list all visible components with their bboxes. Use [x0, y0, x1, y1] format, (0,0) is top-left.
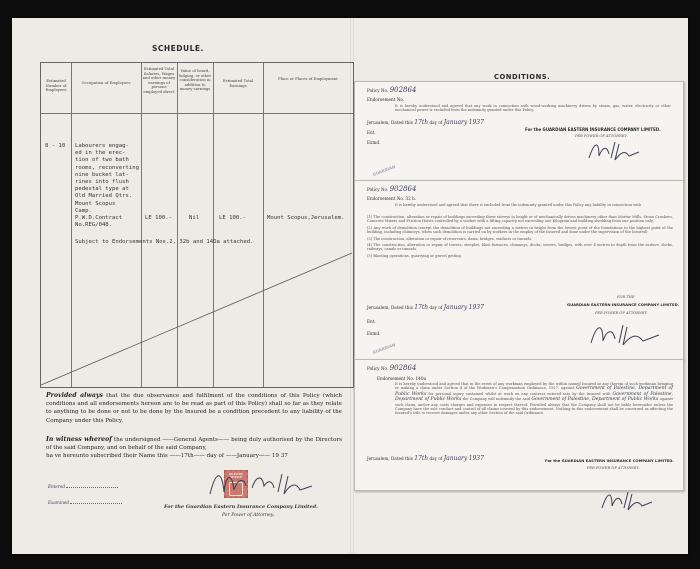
- slip1-attorney: PER POWER OF ATTORNEY.: [575, 134, 628, 138]
- row-board-lodging: Nil: [189, 215, 200, 221]
- witness-date-line: ha ve hereunto subscribed their Name this ——17th—— day of ——January—— 19 37: [46, 453, 288, 460]
- row-number: 8 - 10: [45, 143, 66, 149]
- occupation-line: P.W.D.Contract: [75, 215, 123, 222]
- schedule-table: [40, 62, 354, 388]
- witness-paragraph: [46, 436, 342, 461]
- slip1-body: It is hereby understood and agreed that any work in connection with wood-working machinery driven by steam, gas, water, electricity or other mechanical power is excluded from the indemnity granted under this Policy.: [395, 104, 671, 113]
- endorsement-note: Subject to Endorsements Nos.2, 32b and 14Oa attached.: [75, 239, 254, 245]
- slip2-intro: It is hereby understood and agreed that there is excluded from the indemnity granted under this Policy any liability in connection with: [395, 203, 642, 207]
- proviso-text: that the due observance and fulfilment of the conditions of this Policy (which conditions and all endorsements hereon are to be read as part of this Policy) shall so far as they relate to anything to be done or not to be done by the Insured be a condition precedent to any liability of the Company under this Policy.: [46, 393, 342, 424]
- schedule-title: SCHEDULE.: [152, 44, 204, 53]
- slip3-attorney: PER POWER OF ATTORNEY.: [587, 466, 640, 470]
- occupation-line: Mount Scopus: [75, 200, 116, 207]
- received-stamp-2: GUARDIAN: [371, 342, 396, 355]
- slip2-policy: Policy No. 902864: [367, 185, 417, 193]
- header-board-lodging: Value of board, lodging, or other consideration in addition to money earnings: [178, 68, 212, 91]
- slip3-signature: [598, 488, 658, 514]
- slip2-attorney: PER POWER OF ATTORNEY.: [595, 311, 648, 315]
- slip2-exmd: Exmd.: [367, 331, 381, 336]
- occupation-line: nine bucket lat-: [75, 171, 129, 178]
- exclusion-item: (4) The construction, alteration or repair of towers, steeples, blast furnaces, chimneys, docks, sewers, bridges, with over 4 metres in depth from the surface, docks, railways, canals or tunnels.: [367, 243, 673, 252]
- examined-label: Examined: [48, 500, 122, 505]
- occupation-line: ed in the erec-: [75, 150, 126, 157]
- policy-sheet: [12, 18, 688, 554]
- slip2-exclusions-list: [367, 215, 673, 260]
- slip1-policy: Policy No. 902864: [367, 86, 417, 94]
- header-total-earnings: Estimated Total Earnings: [222, 78, 254, 88]
- slip2-signature: [587, 319, 667, 349]
- company-signature-line: For the Guardian Eastern Insurance Company Limited.: [164, 504, 318, 510]
- slip1-signature: [585, 138, 645, 162]
- occupation-line: Labourers engag-: [75, 143, 129, 149]
- proviso-lead: Provided always: [46, 392, 103, 399]
- slip3-dated: Jerusalem, Dated this 17th day of January 1937: [367, 455, 484, 462]
- received-stamp-1: GUARDIAN: [371, 164, 396, 177]
- occupation-line: rooms, reconverting: [75, 164, 139, 171]
- exclusion-item: (5) Blasting operations, quarrying or gravel getting.: [367, 253, 462, 258]
- revenue-stamp: PALESTINE REVENUE: [224, 470, 248, 498]
- header-occupation: Occupation of Employees: [81, 80, 131, 85]
- per-power-of-attorney: Per Power of Attorney.: [222, 513, 275, 518]
- endorsement-slip-2: [354, 180, 684, 360]
- slip3-policy: Policy No. 902864: [367, 364, 417, 372]
- general-agent-signature: [208, 466, 318, 500]
- slip2-dated: Jerusalem, Dated this 17th day of January 1937: [367, 304, 484, 311]
- header-total-salaries: Estimated Total Salaries, Wages and other money earnings of persons employed direct: [142, 66, 176, 94]
- occupation-line: Old Married Qtrs.: [75, 193, 133, 200]
- slip3-endorsement: Endorsement No. 140a: [377, 376, 427, 381]
- occupation-line: tion of two bath: [75, 157, 129, 164]
- slip3-company: For the GUARDIAN EASTERN INSURANCE COMPANY LIMITED.: [545, 458, 674, 463]
- entered-label: Entered: [48, 484, 118, 489]
- row-total-earnings: LE 100.-: [219, 215, 246, 221]
- slip1-endorsement: Endorsement No.: [367, 97, 405, 102]
- occupation-line: rines into flush: [75, 179, 129, 186]
- exclusion-item: (3) The construction, alteration or repair of reservoirs, dams, bridges, viaducts or tunnels.: [367, 236, 533, 241]
- witness-lead: In witness whereof: [46, 436, 112, 443]
- slip1-ent: Ent.: [367, 130, 376, 135]
- occupation-line: No.REG/048.: [75, 222, 113, 229]
- exclusion-item: (1) The construction, alteration or repair of buildings exceeding three storeys in height or of mechanically driven machinery other than Mortar Mills, Stone Crushers, Concrete Mixers and Friction Hoists controlled by a worker with a lifting capacity not exceeding one Kilogram and building shedding from one position only.: [367, 215, 673, 224]
- slip3-body: It is hereby understood and agreed that in the event of any workman employed by the within named Insured or any therein of such workman bringing or making a claim under Section 4 of the Workmen's Compensation Ordinance, 1927, against Government of Palestine, Department of Public Works for personal injury sustained whilst at work on any contract entered into by the Insured with Government of Palestine, Department of Public Works the Company will indemnify the said Government of Palestine, Department of Public Works against such claim, and/or any costs charges and expenses in respect thereof. Provided always that the Company shall not be liable hereunder unless the Company have the sole conduct and control of all claims covered by this endorsement. Nothing in this endorsement shall be construed as affecting the Insured's title to recover damages under any other Section of the said Ordinance.: [395, 382, 673, 416]
- row-total-salaries: LE 100.-: [145, 215, 172, 221]
- header-place: Place or Places of Employment: [278, 76, 338, 81]
- slip1-exmd: Exmd.: [367, 140, 381, 145]
- occupation-line: pedestal type at: [75, 186, 129, 193]
- endorsement-slip-1: [354, 81, 684, 181]
- slip2-endorsement: Endorsement No. 32 b.: [367, 196, 417, 201]
- slip1-company: For the GUARDIAN EASTERN INSURANCE COMPANY LIMITED.: [525, 127, 661, 132]
- slip2-for-the: FOR THE: [617, 295, 635, 299]
- conditions-title: CONDITIONS.: [494, 73, 551, 81]
- exclusion-item: (2) Any work of demolition (except the demolition of buildings not exceeding a metres in height from the lowest point of the foundations to the highest point of the building, including chimneys, when such demolition is carried on by workers in the employ of the Insured and done under the supervision of the Insured).: [367, 225, 673, 235]
- header-number: Estimated Number of Employees: [45, 78, 67, 92]
- witness-text: the undersigned ——General Agents—— being duly authorised by the Directors of the said Company, and on behalf of the said Company,: [46, 437, 342, 452]
- endorsement-slip-3: [354, 359, 684, 491]
- strike-through-line: [41, 63, 353, 387]
- slip2-ent: Ent.: [367, 319, 376, 324]
- slip2-company: GUARDIAN EASTERN INSURANCE COMPANY LIMITED.: [567, 302, 680, 307]
- proviso-paragraph: [46, 392, 342, 425]
- row-place: Mount Scopus,Jerusalem.: [267, 215, 345, 221]
- occupation-line: Camp.: [75, 207, 92, 214]
- slip1-dated: Jerusalem, Dated this 17th day of January 1937: [367, 119, 484, 126]
